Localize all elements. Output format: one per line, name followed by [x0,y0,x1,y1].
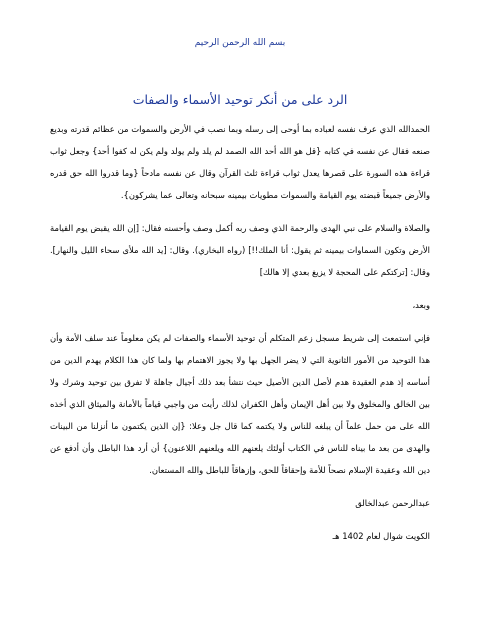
transition-paragraph: وبعد، [412,300,430,310]
document-body [50,118,430,547]
author-signature: عبدالرحمن عبدالخالق [355,498,430,508]
intro-paragraph: الحمدالله الذي عرف نفسه لعباده بما أوحى إلى رسله وبما نصب في الأرض والسموات من عظائم قدرته وبديع صنعه فقال عن نفسه في كتابه {قل هو الله أحد الله الصمد لم يلد ولم يولد ولم يكن له كفوا أحد} وجعل ثواب قراءة هذه السورة على قصرها يعدل ثواب قراءة ثلث القرآن وقال عن نفسه مادحاً {وما قدروا الله حق قدره والأرض جميعاً قبضته يوم القيامة والسموات مطويات بيمينه سبحانه وتعالى عما يشركون}. [50,124,430,200]
paragraph-gap [50,316,430,327]
paragraph-gap [50,514,430,525]
place-date-line: الكويت شوال لعام 1402 هـ [332,531,430,541]
salutation-paragraph: والصلاة والسلام على نبي الهدى والرحمة الذي وصف ربه أكمل وصف وأحسنه فقال: [إن الله يقبض يوم القيامة الأرض وتكون السماوات بيمينه ثم يقول: أنا الملك!!] (رواه البخاري). وقال: [يد الله ملأى سحاء الليل والنهار]. وقال: [تركتكم على المحجة لا يزيغ بعدي إلا هالك] [50,223,430,277]
basmala-heading: بسم الله الرحمن الرحيم [194,38,286,48]
document-title: الرد على من أنكر توحيد الأسماء والصفات [132,92,348,107]
main-paragraph: فإني استمعت إلى شريط مسجل زعم المتكلم أن توحيد الأسماء والصفات لم يكن معلوماً عند سلف الأمة وأن هذا التوحيد من الأمور الثانوية التي لا يضر الجهل بها ولا يجوز الاهتمام بها ولما كان هذا الكلام يهدم الدين من أساسه إذ هدم العقيدة هدم لأصل الدين الأصيل حيث نتشأ بعد ذلك أجيال جاهلة لا تفرق بين توحيد وشرك ولا بين الخالق والمخلوق ولا بين أهل الإيمان وأهل الكفران لذلك رأيت من واجبي قياماً بالأمانة والميثاق الذي أخذه الله على من حمل علماً أن يبلغه للناس ولا يكتمه كما قال جل وعلا: {إن الذين يكتمون ما أنزلنا من البينات والهدى من بعد ما بيناه للناس في الكتاب أولئك يلعنهم الله ويلعنهم اللاعنون} أن أرد هذا الباطل وأن أدفع عن دين الله وعقيدة الإسلام نصحاً للأمة وإحقاقاً للحق، وإزهاقاً للباطل والله المستعان. [50,333,430,475]
paragraph-gap [50,481,430,492]
paragraph-gap [50,283,430,294]
paragraph-gap [50,206,430,217]
